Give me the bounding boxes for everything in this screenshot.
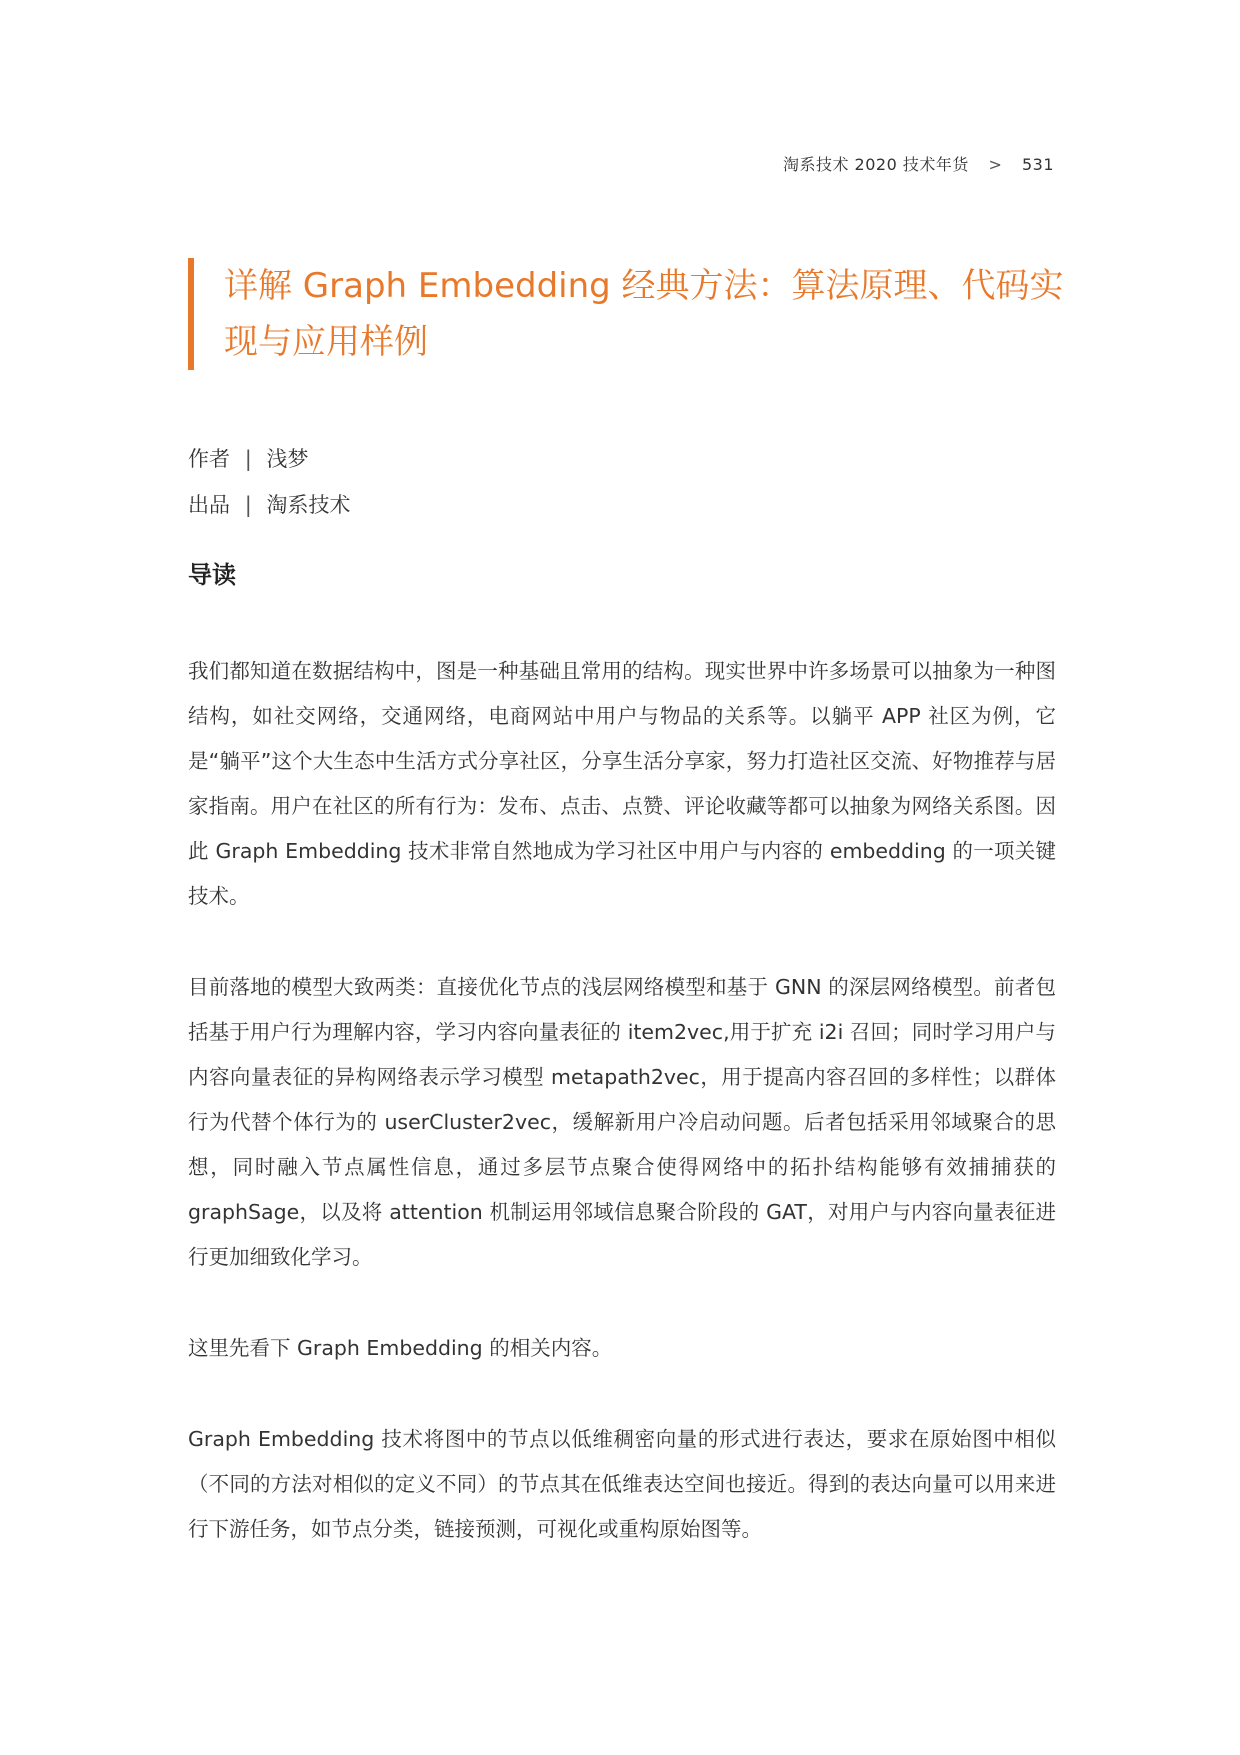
paragraph: 我们都知道在数据结构中，图是一种基础且常用的结构。现实世界中许多场景可以抽象为一种图结构，如社交网络，交通网络，电商网站中用户与物品的关系等。以躺平 APP 社区为例，它是“躺平”这个大生态中生活方式分享社区，分享生活分享家，努力打造社区交流、好物推荐与居家指南。用户在社区的所有行为：发布、点击、点赞、评论收藏等都可以抽象为网络关系图。因此 Graph Embedding 技术非常自然地成为学习社区中用户与内容的 embedding 的一项关键技术。 (188, 659, 1056, 908)
paragraph: 目前落地的模型大致两类：直接优化节点的浅层网络模型和基于 GNN 的深层网络模型。前者包括基于用户行为理解内容，学习内容向量表征的 item2vec,用于扩充 i2i 召回；同时学习用户与内容向量表征的异构网络表示学习模型 metapath2vec，用于提高内容召回的多样性；以群体行为代替个体行为的 userCluster2vec，缓解新用户冷启动问题。后者包括采用邻域聚合的思想，同时融入节点属性信息，通过多层节点聚合使得网络中的拓扑结构能够有效捕捕获的 graphSage，以及将 attention 机制运用邻域信息聚合阶段的 GAT，对用户与内容向量表征进行更加细致化学习。 (188, 975, 1056, 1269)
paragraph: Graph Embedding 技术将图中的节点以低维稠密向量的形式进行表达，要求在原始图中相似（不同的方法对相似的定义不同）的节点其在低维表达空间也接近。得到的表达向量可以用来进行下游任务，如节点分类，链接预测，可视化或重构原始图等。 (188, 1427, 1056, 1541)
header-separator: > (988, 155, 1003, 174)
article-title: 详解 Graph Embedding 经典方法：算法原理、代码实现与应用样例 (224, 266, 1064, 362)
author-label: 作者 (188, 447, 230, 471)
title-block (188, 258, 1094, 370)
section-heading: 导读 (188, 561, 236, 589)
page-number: 531 (1021, 155, 1054, 174)
running-header (783, 152, 1054, 175)
meta-separator: | (244, 447, 252, 471)
author-name: 浅梦 (266, 447, 309, 471)
book-title: 淘系技术 2020 技术年货 (782, 155, 969, 174)
article-body (188, 649, 1056, 1598)
publisher-line (188, 482, 350, 528)
publisher-label: 出品 (188, 493, 230, 517)
meta-separator: | (244, 493, 252, 517)
publisher-name: 淘系技术 (266, 493, 351, 517)
article-meta (188, 436, 350, 528)
paragraph: 这里先看下 Graph Embedding 的相关内容。 (188, 1336, 613, 1360)
author-line (188, 436, 350, 482)
